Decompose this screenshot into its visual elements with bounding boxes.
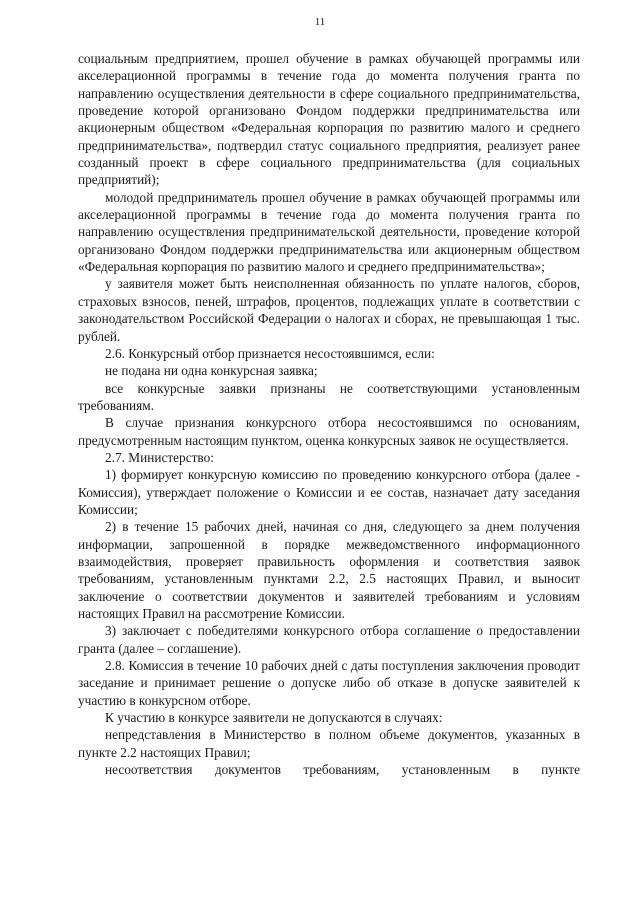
paragraph: непредставления в Министерство в полном объеме документов, указанных в пункте 2.2 настоящих Правил; bbox=[78, 727, 580, 760]
paragraph: 2.6. Конкурсный отбор признается несостоявшимся, если: bbox=[105, 345, 435, 361]
paragraph: 2.7. Министерство: bbox=[105, 449, 214, 465]
body-text bbox=[78, 50, 580, 778]
paragraph: 2) в течение 15 рабочих дней, начиная со дня, следующего за днем получения информации, запрошенной в порядке межведомственного информационного взаимодействия, проверяет правильность оформления и соответствия заявок требованиям, установленным пунктами 2.2, 2.5 настоящих Правил, и выносит заключение о соответствии документов и заявителей требованиям и условиям настоящих Правил на рассмотрение Комиссии. bbox=[78, 519, 580, 621]
paragraph: молодой предприниматель прошел обучение в рамках обучающей программы или акселерационной программы в течение года до момента получения гранта по направлению осуществления предпринимательской деятельности, проведение которой организовано Фондом поддержки предпринимательства или акционерным обществом «Федеральная корпорация по развитию малого и среднего предпринимательства»; bbox=[78, 189, 580, 275]
paragraph: В случае признания конкурсного отбора несостоявшимся по основаниям, предусмотренным настоящим пунктом, оценка конкурсных заявок не осуществляется. bbox=[78, 415, 580, 448]
paragraph: 2.8. Комиссия в течение 10 рабочих дней с даты поступления заключения проводит заседание и принимает решение о допуске либо об отказе в допуске заявителей к участию в конкурсном отборе. bbox=[78, 658, 580, 708]
paragraph: все конкурсные заявки признаны не соответствующими установленным требованиям. bbox=[78, 380, 580, 413]
paragraph: 1) формирует конкурсную комиссию по проведению конкурсного отбора (далее - Комиссия), утверждает положение о Комиссии и ее состав, назначает дату заседания Комиссии; bbox=[78, 467, 580, 517]
paragraph: К участию в конкурсе заявители не допускаются в случаях: bbox=[105, 710, 443, 726]
paragraph: у заявителя может быть неисполненная обязанность по уплате налогов, сборов, страховых взносов, пеней, штрафов, процентов, подлежащих уплате в соответствии с законодательством Российской Федерации о налогах и сборах, не превышающая 1 тыс. рублей. bbox=[78, 276, 580, 344]
paragraph: не подана ни одна конкурсная заявка; bbox=[105, 363, 318, 379]
paragraph: 3) заключает с победителями конкурсного отбора соглашение о предоставлении гранта (далее – соглашение). bbox=[78, 623, 580, 656]
paragraph: социальным предприятием, прошел обучение в рамках обучающей программы или акселерационной программы в течение года до момента получения гранта по направлению осуществления деятельности в сфере социального предпринимательства, проведение которой организовано Фондом поддержки предпринимательства или акционерным обществом «Федеральная корпорация по развитию малого и среднего предпринимательства», подтвердил статус социального предприятия, реализует ранее созданный проект в сфере социального предпринимательства (для социальных предприятий); bbox=[78, 51, 580, 188]
paragraph: несоответствия документов требованиям, установленным в пункте bbox=[105, 762, 580, 778]
page-number: 11 bbox=[314, 16, 326, 28]
